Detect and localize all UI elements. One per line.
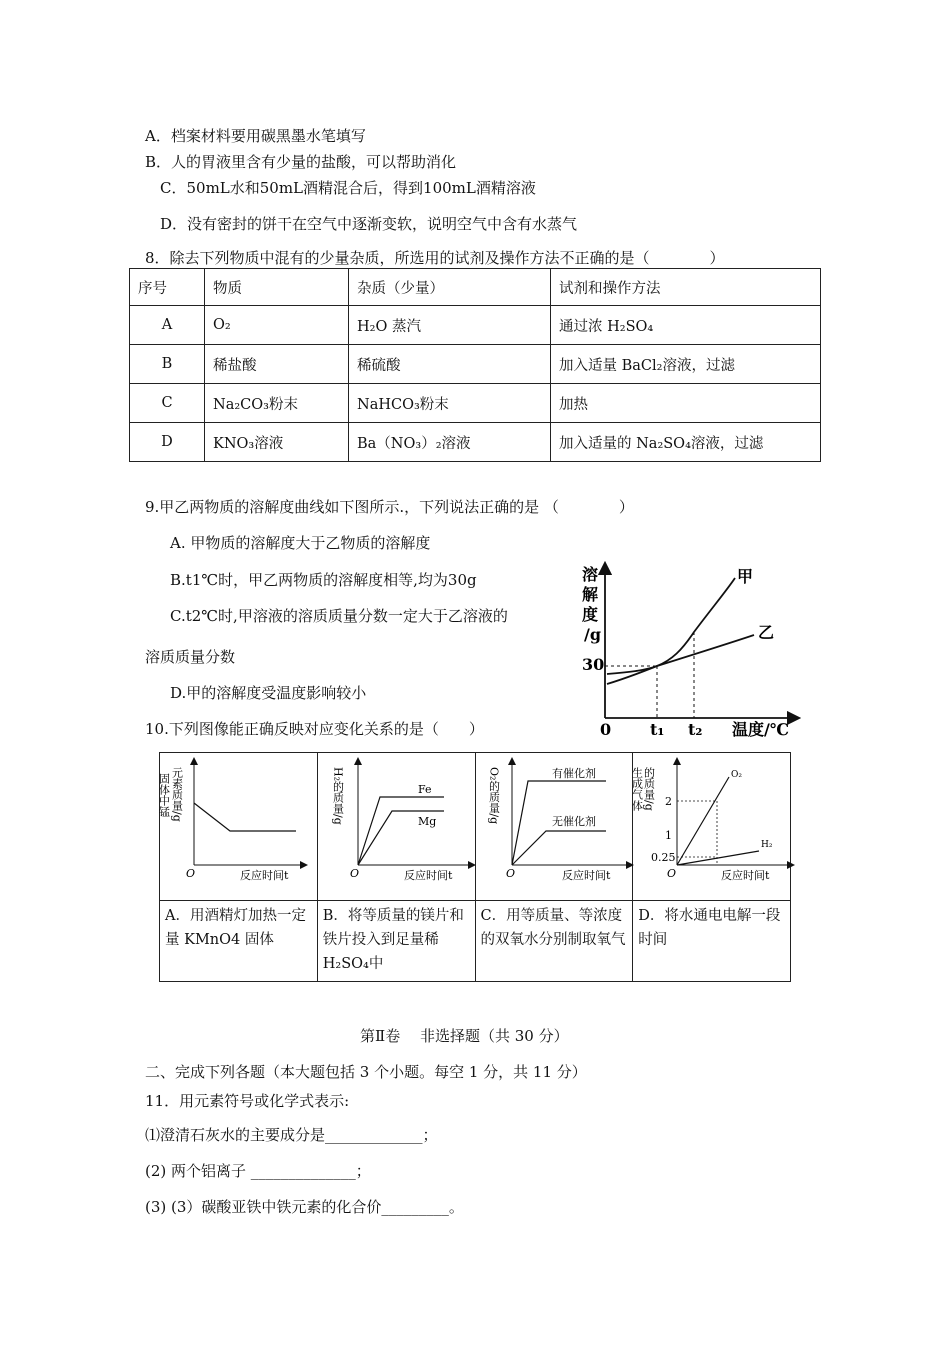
graph-cell-c — [475, 753, 633, 901]
q9-option-c: C.t2℃时,甲溶液的溶质质量分数一定大于乙溶液的 — [170, 607, 508, 625]
part2-title: 第Ⅱ卷 非选择题（共 30 分） — [360, 1027, 569, 1045]
series-label-jia: 甲 — [737, 567, 754, 586]
graph-c-label-cat: 有催化剂 — [551, 767, 596, 780]
table-cell: H₂O 蒸汽 — [349, 306, 551, 345]
graph-d — [630, 753, 795, 896]
graph-b — [318, 753, 476, 896]
graph-cell-a — [157, 753, 318, 901]
caption-a: A．用酒精灯加热一定量 KMnO4 固体 — [160, 901, 318, 982]
graph-b-line-fe — [358, 797, 444, 865]
caption-b: B．将等质量的镁片和铁片投入到足量稀 H₂SO₄中 — [317, 901, 475, 982]
graph-a-ylabel-col2: 元素质量/g — [170, 767, 184, 822]
table-cell: 加入适量 BaCl₂溶液，过滤 — [551, 345, 821, 384]
table-cell: NaHCO₃粉末 — [349, 384, 551, 423]
q11-blank-2: (2) 两个铝离子 ______________； — [145, 1162, 371, 1180]
caption-row — [160, 901, 791, 982]
q10-stem: 10.下列图像能正确反映对应变化关系的是（ ） — [145, 720, 484, 738]
table-header-cell: 杂质（少量） — [349, 269, 551, 306]
graph-c-line-nocat — [512, 831, 606, 865]
graph-c — [476, 753, 634, 896]
chart-ylabel-char: 度 — [582, 605, 599, 624]
chart-x-tick-t1: t₁ — [650, 720, 665, 739]
graph-b-label-mg: Mg — [417, 815, 437, 828]
graph-d-origin: O — [667, 867, 677, 880]
graph-c-ylabel: O₂的质量/g — [487, 767, 500, 825]
chart-x-tick-t2: t₂ — [688, 720, 703, 739]
graph-c-origin: O — [505, 867, 515, 880]
graph-b-label-fe: Fe — [417, 783, 432, 796]
graph-d-xlabel: 反应时间t — [721, 869, 770, 882]
table-cell: 稀盐酸 — [205, 345, 349, 384]
graph-b-ylabel: H₂的质量/g — [331, 767, 345, 825]
chart-ylabel-char: 解 — [582, 585, 599, 604]
curve-jia — [607, 578, 735, 674]
table-header-row — [130, 269, 821, 306]
table-cell: 加热 — [551, 384, 821, 423]
table-cell: Na₂CO₃粉末 — [205, 384, 349, 423]
graph-d-ylabel-col2: 的质量/g — [642, 767, 656, 811]
graph-d-tick-1: 1 — [665, 829, 673, 842]
table-cell: A — [130, 306, 205, 345]
q7-option-b: B．人的胃液里含有少量的盐酸，可以帮助消化 — [145, 153, 457, 171]
q9-stem: 9.甲乙两物质的溶解度曲线如下图所示.，下列说法正确的是 （ ） — [145, 498, 634, 516]
q11-blank-3: (3) (3）碳酸亚铁中铁元素的化合价_________。 — [145, 1198, 464, 1216]
q8-stem: 8．除去下列物质中混有的少量杂质，所选用的试剂及操作方法不正确的是（ ） — [145, 249, 725, 267]
table-cell: C — [130, 384, 205, 423]
graph-a-ylabel-col1: 固体中锰 — [157, 773, 171, 817]
q7-option-a: A．档案材料要用碳黑墨水笔填写 — [145, 127, 366, 145]
graph-d-ylabel-col1: 生成气体 — [630, 767, 644, 811]
graph-cell-d — [630, 753, 791, 901]
graph-a-line — [194, 803, 296, 831]
chart-y-tick: 30 — [582, 655, 605, 674]
q11-blank-1: ⑴澄清石灰水的主要成分是_____________； — [145, 1126, 438, 1144]
graph-d-label-o2: O₂ — [731, 770, 743, 780]
q9-option-c-cont: 溶质质量分数 — [145, 648, 236, 666]
q7-option-d: D．没有密封的饼干在空气中逐渐变软，说明空气中含有水蒸气 — [160, 215, 578, 233]
q8-table — [129, 268, 821, 462]
graph-c-xlabel: 反应时间t — [561, 869, 610, 882]
graph-b-xlabel: 反应时间t — [403, 869, 453, 882]
table-cell: 加入适量的 Na₂SO₄溶液，过滤 — [551, 423, 821, 462]
solubility-chart — [572, 560, 802, 742]
table-cell: D — [130, 423, 205, 462]
chart-origin: 0 — [600, 720, 612, 739]
graph-a-origin: O — [186, 867, 196, 880]
table-cell: KNO₃溶液 — [205, 423, 349, 462]
table-header-cell: 物质 — [205, 269, 349, 306]
table-row — [130, 384, 821, 423]
caption-c: C．用等质量、等浓度的双氧水分别制取氧气 — [475, 901, 633, 982]
graph-c-label-nocat: 无催化剂 — [551, 815, 596, 828]
graph-a-xlabel: 反应时间t — [240, 869, 289, 882]
table-header-cell: 试剂和操作方法 — [551, 269, 821, 306]
graph-d-tick-025: 0.25 — [651, 851, 676, 864]
graph-a — [157, 753, 308, 896]
q7-option-c: C．50mL水和50mL酒精混合后，得到100mL酒精溶液 — [160, 179, 536, 197]
q9-option-d: D.甲的溶解度受温度影响较小 — [170, 684, 367, 702]
table-cell: 通过浓 H₂SO₄ — [551, 306, 821, 345]
graph-d-label-h2: H₂ — [761, 840, 773, 850]
q9-option-a: A. 甲物质的溶解度大于乙物质的溶解度 — [170, 534, 431, 552]
table-cell: 稀硫酸 — [349, 345, 551, 384]
table-cell: O₂ — [205, 306, 349, 345]
table-row — [130, 345, 821, 384]
part2-section: 二、完成下列各题（本大题包括 3 个小题。每空 1 分，共 11 分） — [145, 1063, 587, 1081]
graph-d-line-o2 — [677, 777, 729, 865]
caption-d: D．将水通电电解一段时间 — [633, 901, 791, 982]
table-header-cell: 序号 — [130, 269, 205, 306]
table-row — [130, 306, 821, 345]
chart-ylabel-char: 溶 — [582, 565, 599, 584]
graph-cell-b — [317, 753, 475, 901]
chart-xlabel: 温度/℃ — [732, 720, 790, 739]
table-cell: Ba（NO₃）₂溶液 — [349, 423, 551, 462]
graph-row — [160, 753, 791, 901]
table-row — [130, 423, 821, 462]
curve-yi — [607, 635, 754, 684]
graph-d-tick-2: 2 — [665, 795, 673, 808]
graph-d-line-h2 — [677, 851, 759, 865]
graph-b-origin: O — [349, 867, 359, 880]
q11-stem: 11．用元素符号或化学式表示: — [145, 1092, 350, 1110]
q9-option-b: B.t1℃时，甲乙两物质的溶解度相等,均为30g — [170, 571, 477, 589]
chart-ylabel-char: /g — [584, 625, 602, 644]
table-cell: B — [130, 345, 205, 384]
q10-table — [159, 752, 791, 982]
series-label-yi: 乙 — [758, 623, 775, 642]
